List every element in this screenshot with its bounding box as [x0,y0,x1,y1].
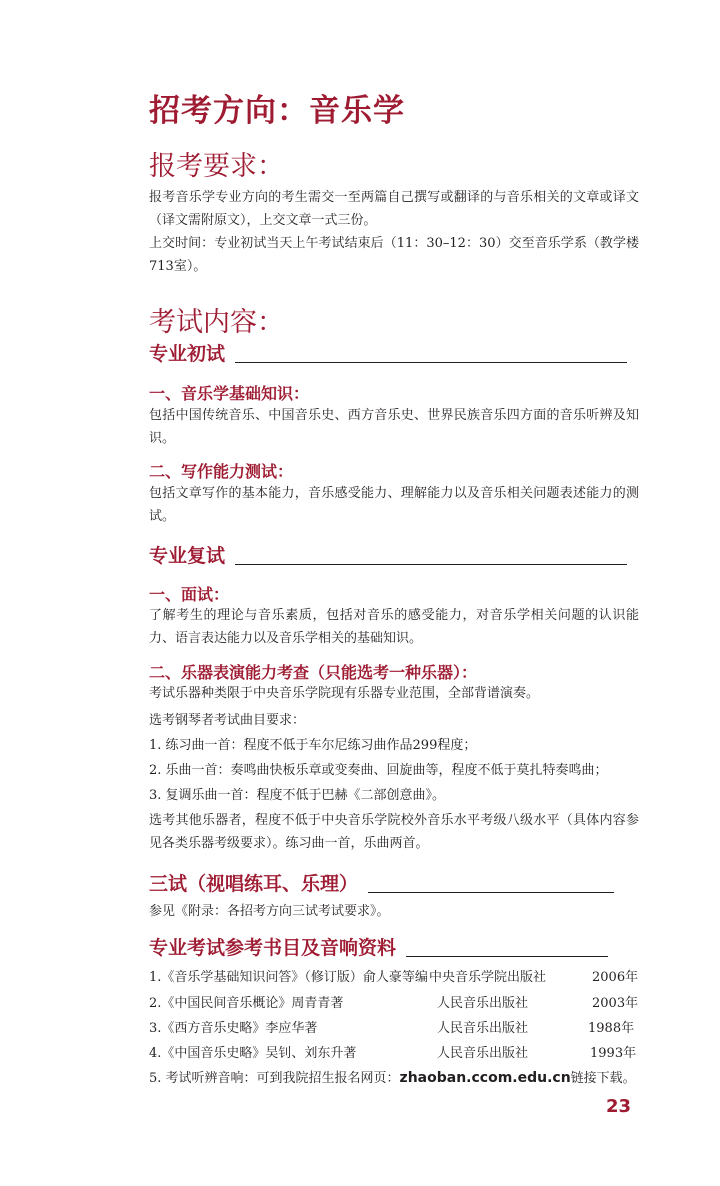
retest-subsection-1-title: 一、面试： [149,585,230,604]
retest-subsection-1-text: 了解考生的理论与音乐素质，包括对音乐的感受能力，对音乐学相关问题的认识能力、语言表达能力以及音乐学相关的基础知识。 [149,608,639,646]
requirements-heading: 报考要求： [149,151,284,182]
retest-piano-item-3: 3. 复调乐曲一首：程度不低于巴赫《二部创意曲》。 [149,788,446,803]
section-references [149,937,608,959]
requirements-paragraph-2: 上交时间：专业初试当天上午考试结束后（11：30–12：30）交至音乐学系（教学楼713室）。 [149,236,639,274]
section-rule [235,362,627,363]
retest-subsection-2-title: 二、乐器表演能力考查（只能选考一种乐器）： [149,663,478,682]
exam-heading: 考试内容： [149,307,284,338]
prelim-subsection-2-text: 包括文章写作的基本能力，音乐感受能力、理解能力以及音乐相关问题表述能力的测试。 [149,486,639,524]
prelim-subsection-2-title: 二、写作能力测试： [149,462,294,481]
reference-year-1: 2006年 [592,970,639,985]
section-retest [149,545,627,567]
registration-url-link[interactable]: zhaoban.ccom.edu.cn [399,1070,571,1086]
reference-publisher-2: 人民音乐出版社 [437,996,529,1011]
section-prelim [149,343,627,365]
prelim-subsection-1-text: 包括中国传统音乐、中国音乐史、西方音乐史、世界民族音乐四方面的音乐听辨及知识。 [149,408,639,446]
reference-title-1: 1.《音乐学基础知识问答》（修订版）俞人豪等编 [149,970,428,985]
retest-other-instruments: 选考其他乐器者，程度不低于中央音乐学院校外音乐水平考级八级水平（具体内容参见各类乐器考级要求）。练习曲一首，乐曲两首。 [149,813,639,851]
reference-year-3: 1988年 [588,1021,635,1036]
reference-publisher-3: 人民音乐出版社 [437,1021,529,1036]
section-retest-label: 专业复试 [149,545,226,567]
page-number: 23 [606,1096,632,1117]
reference-item-5 [149,1067,636,1086]
reference-year-4: 1993年 [590,1046,637,1061]
page-title: 招考方向：音乐学 [149,93,405,129]
retest-instrument-scope: 考试乐器种类限于中央音乐学院现有乐器专业范围，全部背谱演奏。 [149,686,540,701]
reference-item-5-suffix: 链接下载。 [570,1071,636,1086]
reference-title-3: 3.《西方音乐史略》李应华著 [149,1021,318,1036]
third-text: 参见《附录：各招考方向三试考试要求》。 [149,904,390,919]
reference-item-5-prefix: 5. 考试听辨音响：可到我院招生报名网页： [149,1071,400,1086]
section-third [149,873,614,895]
prelim-subsection-1-title: 一、音乐学基础知识： [149,384,310,403]
section-rule [235,564,627,565]
reference-title-4: 4.《中国音乐史略》吴钊、刘东升著 [149,1046,357,1061]
reference-publisher-4: 人民音乐出版社 [437,1046,529,1061]
section-rule [368,892,614,893]
reference-title-2: 2.《中国民间音乐概论》周青青著 [149,996,344,1011]
reference-year-2: 2003年 [592,996,639,1011]
section-references-label: 专业考试参考书目及音响资料 [149,937,397,959]
requirements-paragraph-1: 报考音乐学专业方向的考生需交一至两篇自己撰写或翻译的与音乐相关的文章或译文（译文需附原文），上交文章一式三份。 [149,190,639,228]
reference-publisher-1: 中央音乐学院出版社 [429,970,547,985]
section-rule [406,956,608,957]
retest-piano-item-1: 1. 练习曲一首：程度不低于车尔尼练习曲作品299程度； [149,738,477,753]
section-prelim-label: 专业初试 [149,343,226,365]
retest-piano-requirements: 选考钢琴者考试曲目要求： [149,713,306,728]
section-third-label: 三试（视唱练耳、乐理） [149,873,359,895]
retest-piano-item-2: 2. 乐曲一首：奏鸣曲快板乐章或变奏曲、回旋曲等，程度不低于莫扎特奏鸣曲； [149,763,608,778]
